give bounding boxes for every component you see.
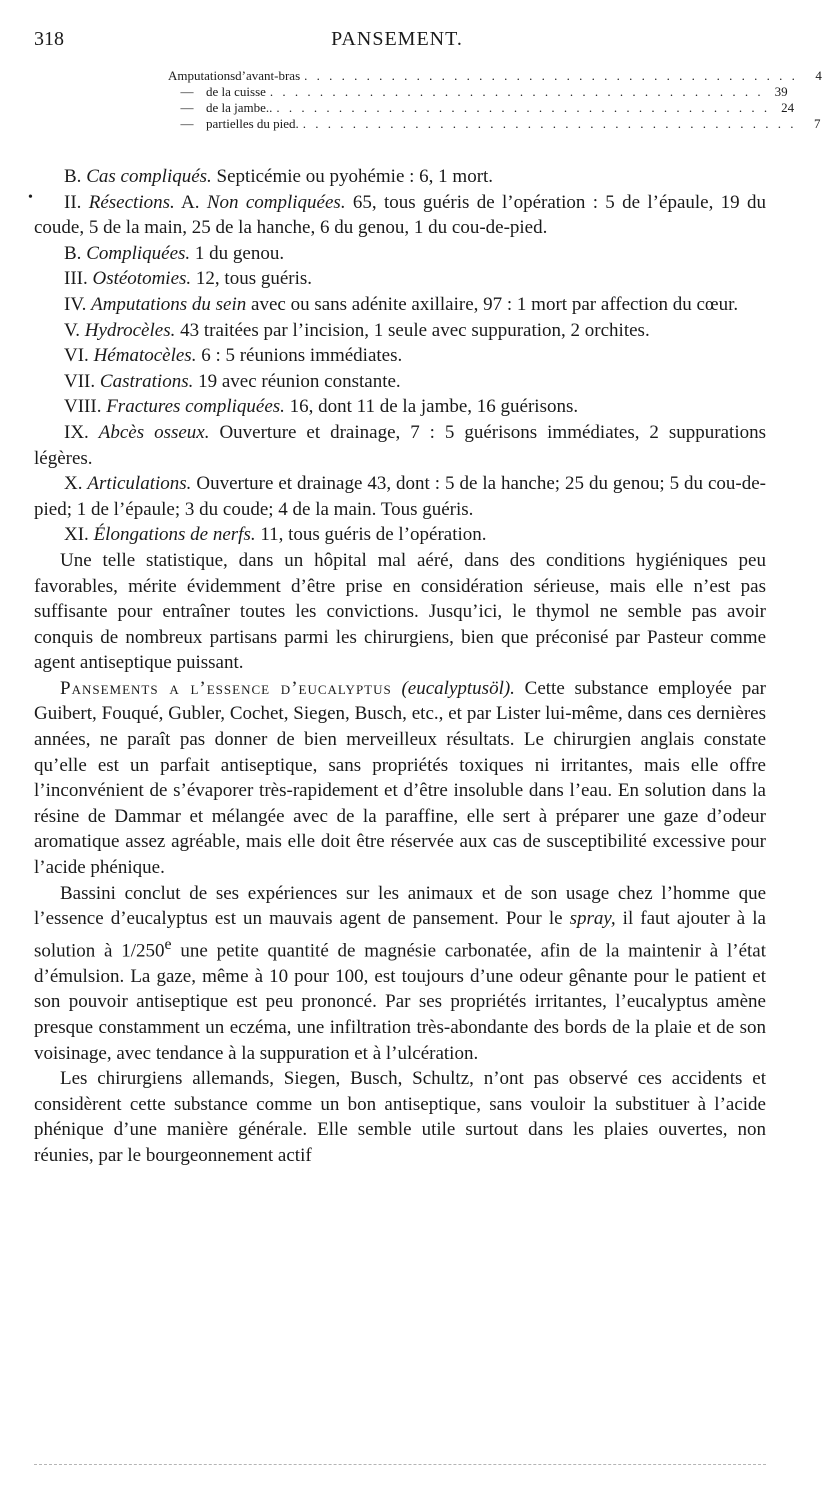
section-item — [34, 241, 766, 267]
row-lead: — — [180, 84, 194, 99]
paragraph-text: il faut ajouter à la solution à 1/250 — [34, 908, 766, 962]
section-item — [34, 471, 766, 522]
paragraph-chirurgiens: Les chirurgiens allemands, Siegen, Busch, Schultz, n’ont pas observé ces accidents et considèrent cette substance comme un bon antiseptique, sans vouloir la substituer à l’acide phénique d’une manière générale. Elle semble utile surtout dans les plaies ouvertes, non réunies, par le bourgeonnement actif — [34, 1068, 766, 1166]
section-item — [34, 292, 766, 318]
superscript: e — [164, 935, 172, 953]
row-lead: — — [180, 100, 194, 115]
section-text: 6 : 5 réunions immédiates. — [196, 345, 403, 367]
table-row — [168, 68, 822, 84]
table-row — [168, 116, 821, 132]
section-item — [34, 190, 766, 241]
section-text: 65, tous guéris de l’opération : 5 de l’épaule, 19 du coude, 5 de la main, 25 de la hanche, 6 du genou, 1 du cou-de-pied. — [34, 191, 766, 239]
table-row — [168, 100, 795, 116]
section-number: VII. — [64, 370, 100, 392]
footer-rule — [34, 1464, 766, 1465]
section-number: XI. — [64, 524, 94, 546]
section-subnumber: A. — [174, 191, 207, 213]
running-title: PANSEMENT. — [331, 28, 463, 50]
section-number: IV. — [64, 293, 92, 315]
section-title: Compliquées. — [86, 242, 191, 264]
section-number: VIII. — [64, 396, 107, 418]
row-label: de la jambe.. — [206, 100, 273, 115]
row-label: partielles du pied. — [206, 116, 299, 131]
row-label: d’avant-bras — [235, 68, 301, 83]
section-number: V. — [64, 319, 85, 341]
section-text: avec ou sans adénite axillaire, 97 : 1 mort par affection du cœur. — [246, 293, 739, 315]
page-header — [34, 28, 760, 58]
section-subtitle: Non compliquées. — [206, 191, 346, 213]
section-number: II. — [64, 191, 89, 213]
amputations-table — [168, 68, 822, 132]
section-title: Résections. — [88, 191, 175, 213]
paragraph-heading-italic: (eucalyptusöl). — [401, 677, 515, 699]
paragraph-text: Cette substance employée par Guibert, Fouqué, Gubler, Cochet, Siegen, Busch, etc., et par Lister lui-même, dans ces dernières années, ne paraît pas donner de bien merveilleux résultats. Le chirurgien anglais constate qu’elle est un parfait antiseptique, sans propriétés toxiques ni irritantes, mais elle offre l’inconvénient de s’évaporer très-rapidement et d’être insoluble dans l’eau. En solution dans la résine de Dammar et mélangée avec de la paraffine, elle sert à préparer une gaze d’odeur aromatique assez agréable, mais elle doit être réservée aux cas de susceptibilité excessive pour l’acide phénique. — [34, 677, 766, 879]
section-item — [34, 266, 766, 292]
section-text: Ouverture et drainage, 7 : 5 guérisons immédiates, 2 suppurations légères. — [34, 421, 766, 469]
section-number: III. — [64, 268, 93, 290]
section-item — [34, 164, 766, 190]
dot-leader: . . . . . . . . . . . . . . . . . . . . . . . . . . . . . . . . . . . . . . . . — [276, 100, 771, 115]
paragraph-text: une petite quantité de magnésie carbonatée, afin de la maintenir à l’état d’émulsion. La gaze, même à 10 pour 100, est toujours d’une odeur gênante pour le patient et son pouvoir antiseptique est peu prononcé. Par ses propriétés irritantes, l’eucalyptus amène presque constamment un eczéma, une infiltration très-abondante des bords de la plaie et de son voisinage, avec tendance à la suppuration et à l’ulcération. — [34, 940, 767, 1064]
section-number: X. — [64, 473, 88, 495]
section-title: Articulations. — [87, 473, 192, 495]
page-number: 318 — [34, 28, 64, 50]
section-number: VI. — [64, 345, 94, 367]
section-title: Cas compliqués. — [86, 166, 212, 187]
section-title: Hématocèles. — [93, 345, 197, 367]
section-number: B. — [64, 166, 87, 187]
section-title: Amputations du sein — [91, 293, 247, 315]
paragraph-text: Bassini conclut de ses expériences sur les animaux et de son usage chez l’homme que l’essence d’eucalyptus est un mauvais agent de pansement. Pour le — [34, 882, 766, 930]
section-title: Castrations. — [99, 370, 194, 392]
section-title: Abcès osseux. — [98, 421, 210, 443]
dot-leader: . . . . . . . . . . . . . . . . . . . . . . . . . . . . . . . . . . . . . . . . — [304, 68, 798, 83]
paragraph-italic: spray, — [569, 908, 616, 930]
section-title: Fractures compliquées. — [106, 396, 285, 418]
section-item — [34, 420, 766, 471]
section-text: 11, tous guéris de l’opération. — [255, 524, 487, 546]
stray-mark: • — [28, 190, 33, 205]
section-item — [34, 343, 766, 369]
paragraph-heading: Pansements a l’essence d’eucalyptus — [60, 677, 392, 699]
section-text: 16, dont 11 de la jambe, 16 guérisons. — [284, 396, 579, 418]
paragraph-statistique: Une telle statistique, dans un hôpital mal aéré, dans des conditions hygiéniques peu favorables, mérite évidemment d’être prise en considération sérieuse, mais elle n’est pas suffisante pour entraîner toutes les convictions. Jusqu’ici, le thymol ne semble pas avoir conquis de nombreux partisans parmi les chirurgiens, bien que préconisé par Pasteur comme agent antiseptique puissant. — [34, 549, 766, 674]
section-item — [34, 318, 766, 344]
section-item — [34, 369, 766, 395]
section-item — [34, 522, 766, 548]
dot-leader: . . . . . . . . . . . . . . . . . . . . . . . . . . . . . . . . . . . . . . . . — [302, 116, 797, 131]
row-lead: — — [180, 116, 194, 131]
section-text: 43 traitées par l’incision, 1 seule avec suppuration, 2 orchites. — [175, 319, 650, 341]
section-number: IX. — [64, 421, 99, 443]
section-title: Élongations de nerfs. — [93, 524, 256, 546]
section-number: B. — [64, 242, 87, 264]
section-text: Ouverture et drainage 43, dont : 5 de la hanche; 25 du genou; 5 du cou-de-pied; 1 de l’épaule; 3 du coude; 4 de la main. Tous guéris. — [34, 473, 766, 520]
row-value: 4 — [815, 68, 822, 83]
dot-leader: . . . . . . . . . . . . . . . . . . . . . . . . . . . . . . . . . . . . . . . . — [269, 84, 764, 99]
section-item — [34, 394, 766, 420]
table-row — [168, 84, 788, 100]
row-label: de la cuisse — [206, 84, 266, 99]
section-title: Ostéotomies. — [92, 268, 192, 290]
row-lead: Amputations — [168, 68, 236, 83]
body-text — [34, 164, 766, 1168]
section-text: 1 du genou. — [190, 242, 285, 264]
row-value: 24 — [781, 100, 795, 115]
row-value: 39 — [774, 84, 788, 99]
section-text: 12, tous guéris. — [191, 268, 313, 290]
paragraph-eucalyptus — [34, 676, 766, 881]
section-title: Hydrocèles. — [84, 319, 176, 341]
section-text: 19 avec réunion constante. — [193, 370, 401, 392]
row-value: 7 — [814, 116, 821, 131]
section-text: Septicémie ou pyohémie : 6, 1 mort. — [211, 166, 494, 187]
paragraph-bassini — [34, 881, 766, 1066]
